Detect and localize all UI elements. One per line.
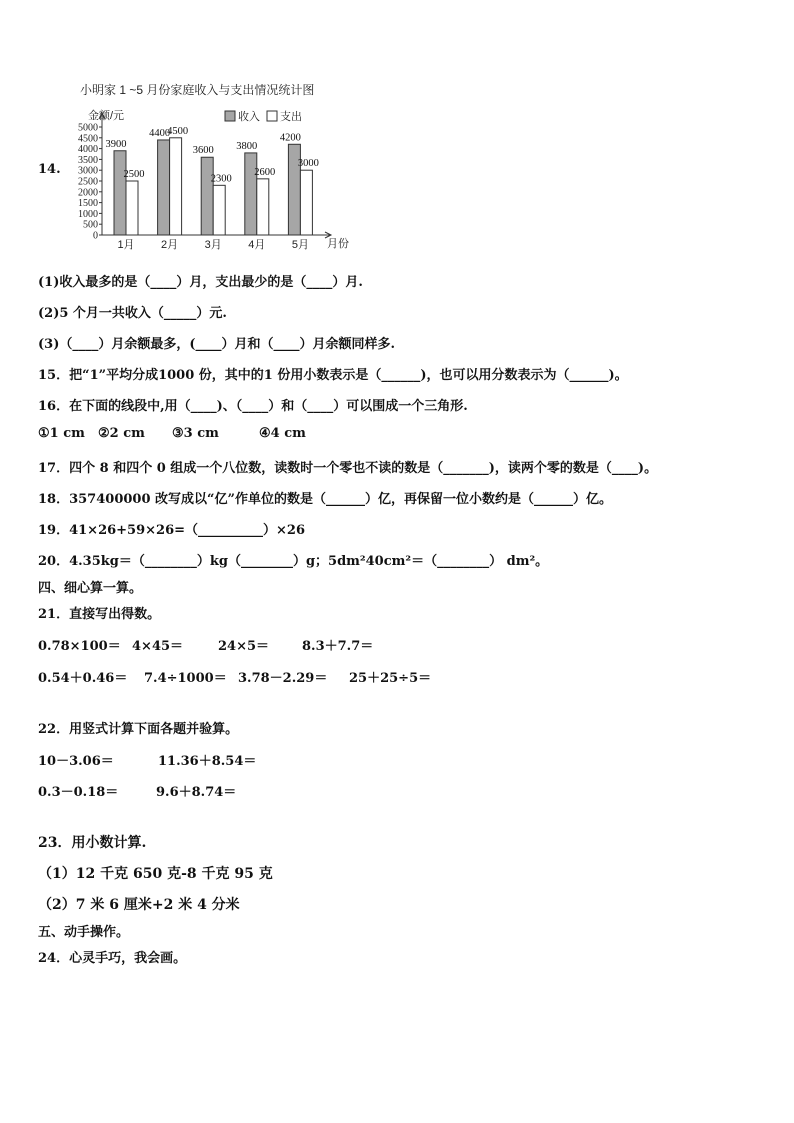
x-tick-label: 5月 — [291, 239, 309, 251]
data-label: 4500 — [167, 125, 189, 137]
y-axis-label: 金额/元 — [88, 110, 125, 122]
q21-item: 4×45＝ — [132, 639, 184, 654]
expense-bar — [300, 170, 312, 235]
question-number-14: 14. — [38, 162, 61, 177]
question-23-title: 23．用小数计算. — [38, 835, 147, 851]
q22-item: 0.3－0.18＝ — [38, 785, 119, 800]
expense-bar — [126, 181, 138, 235]
chart-legend — [225, 109, 302, 123]
q23-part2: （2）7 米 6 厘米+2 米 4 分米 — [38, 897, 240, 913]
x-tick-label: 2月 — [161, 239, 179, 251]
q14-part1: (1)收入最多的是（____）月，支出最少的是（____）月. — [38, 275, 363, 290]
y-tick-label: 500 — [83, 219, 98, 231]
question-19: 19．41×26+59×26=（__________）×26 — [38, 523, 306, 538]
x-axis-label: 月份 — [327, 238, 349, 250]
y-tick-label: 3000 — [78, 165, 98, 177]
legend-swatch — [225, 111, 235, 121]
chart-title: 小明家 1 ~5 月份家庭收入与支出情况统计图 — [80, 83, 315, 97]
income-bar — [245, 153, 257, 235]
q21-item: 0.78×100＝ — [38, 639, 121, 654]
y-tick-label: 0 — [93, 230, 98, 242]
q23-part1: （1）12 千克 650 克-8 千克 95 克 — [38, 866, 273, 882]
data-label: 3800 — [236, 140, 258, 152]
question-20: 20．4.35kg＝（________）kg（________）g；5dm²40cm²＝（________） dm²。 — [38, 554, 549, 569]
question-24: 24．心灵手巧，我会画。 — [38, 951, 187, 966]
q21-item: 0.54＋0.46＝ — [38, 671, 128, 686]
income-bar — [114, 151, 126, 235]
question-21-title: 21．直接写出得数。 — [38, 607, 161, 622]
q16-option-4: ④4 cm — [259, 426, 306, 441]
q21-item: 8.3＋7.7＝ — [302, 639, 374, 654]
y-tick-label: 2000 — [78, 187, 98, 199]
data-label: 2500 — [123, 169, 145, 180]
y-tick-label: 5000 — [78, 122, 98, 134]
q21-item: 7.4÷1000＝ — [144, 671, 227, 686]
legend-swatch — [267, 111, 277, 121]
q14-part3: (3)（____）月余额最多，(____）月和（____）月余额同样多. — [38, 337, 396, 352]
y-tick-label: 3500 — [78, 154, 98, 166]
q21-item: 25＋25÷5＝ — [349, 671, 432, 686]
y-tick-label: 2500 — [78, 176, 98, 188]
x-tick-label: 3月 — [204, 239, 222, 251]
data-label: 4400 — [149, 127, 171, 139]
q16-option-1: ①1 cm — [38, 426, 85, 441]
chart-bars — [106, 126, 319, 235]
data-label: 3900 — [105, 138, 127, 150]
data-label: 4200 — [279, 132, 301, 144]
expense-bar — [213, 185, 225, 235]
x-tick-label: 1月 — [117, 239, 135, 251]
question-22-title: 22．用竖式计算下面各题并验算。 — [38, 722, 239, 737]
q22-item: 11.36＋8.54＝ — [158, 754, 257, 769]
income-bar — [158, 140, 170, 235]
y-tick-label: 1500 — [78, 198, 98, 210]
q21-item: 3.78－2.29＝ — [238, 671, 328, 686]
y-tick-label: 4000 — [78, 144, 98, 156]
expense-bar — [170, 138, 182, 235]
question-15: 15．把“1”平均分成1000 份，其中的1 份用小数表示是（______)，也可以用分数表示为（______)。 — [38, 368, 628, 383]
q16-option-2: ②2 cm — [98, 426, 145, 441]
q14-part2: (2)5 个月一共收入（_____）元. — [38, 306, 227, 321]
q21-item: 24×5＝ — [218, 639, 270, 654]
data-label: 2300 — [210, 173, 232, 185]
q22-item: 9.6＋8.74＝ — [156, 785, 237, 800]
data-label: 3600 — [192, 145, 214, 157]
q16-option-3: ③3 cm — [172, 426, 219, 441]
data-label: 3000 — [297, 158, 319, 170]
legend-label: 支出 — [280, 111, 302, 123]
question-18: 18．357400000 改写成以“亿”作单位的数是（______）亿，再保留一位小数约是（______）亿。 — [38, 492, 612, 507]
question-16: 16．在下面的线段中,用（____)、（____）和（____）可以围成一个三角形. — [38, 399, 468, 414]
y-tick-label: 4500 — [78, 133, 98, 145]
y-tick-label: 1000 — [78, 208, 98, 220]
expense-bar — [257, 179, 269, 235]
data-label: 2600 — [254, 166, 276, 178]
income-bar — [201, 157, 213, 235]
legend-label: 收入 — [238, 111, 260, 123]
section-5-heading: 五、动手操作。 — [38, 925, 130, 940]
section-4-heading: 四、细心算一算。 — [38, 581, 143, 596]
x-tick-label: 4月 — [248, 239, 266, 251]
question-17: 17．四个 8 和四个 0 组成一个八位数，读数时一个零也不读的数是（_______)，读两个零的数是（____)。 — [38, 461, 658, 476]
q22-item: 10－3.06＝ — [38, 754, 114, 769]
